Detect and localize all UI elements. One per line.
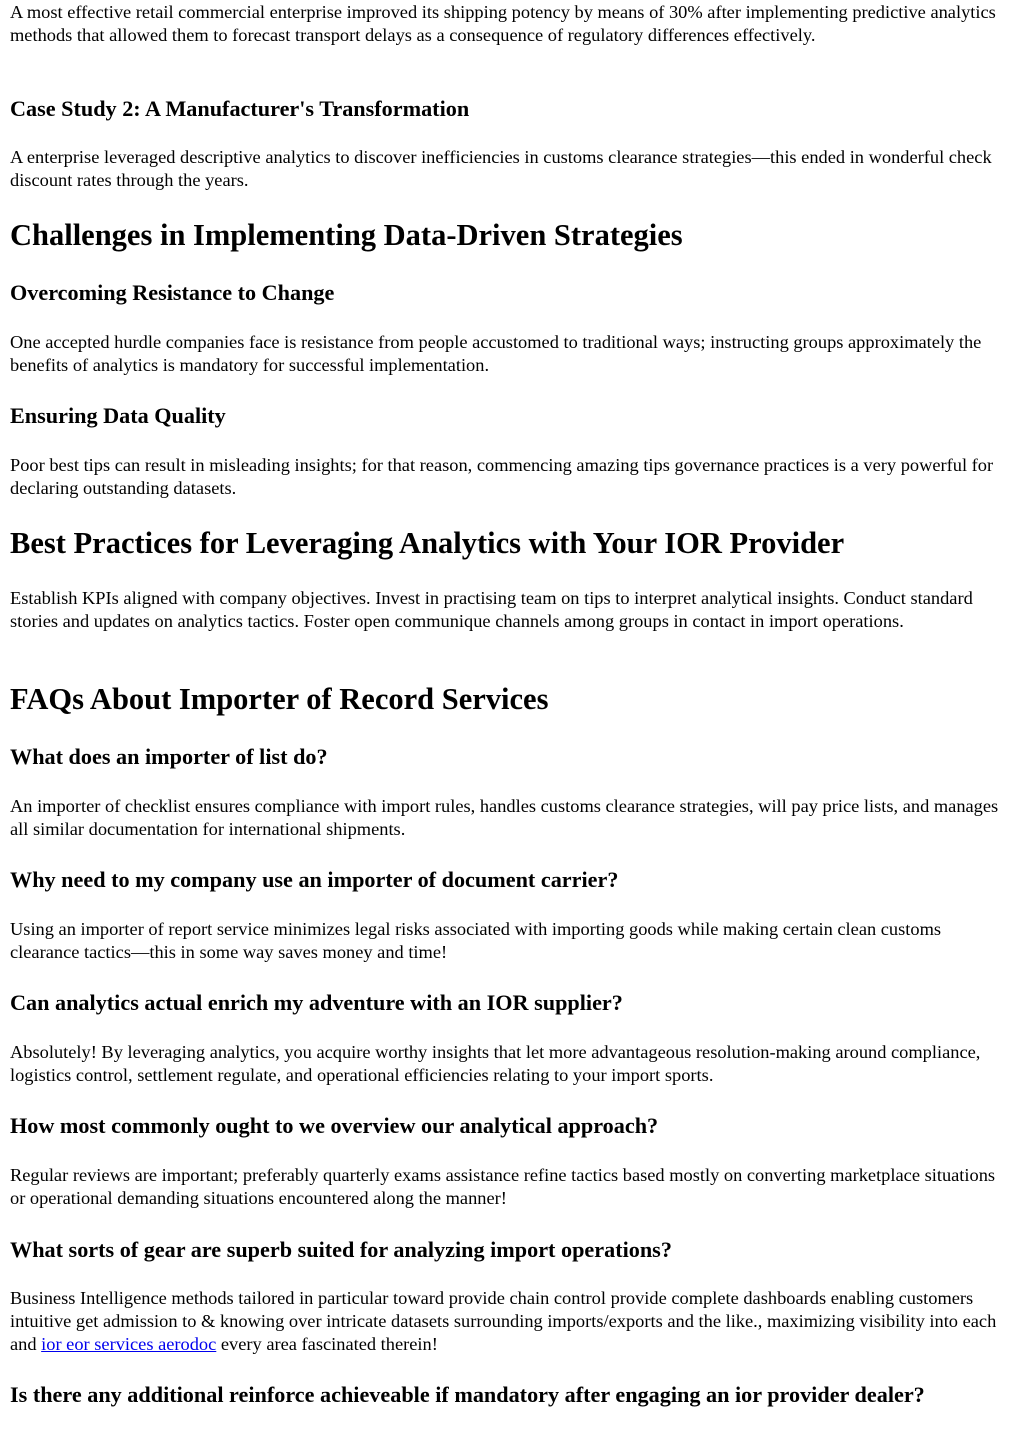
faq-question: Is there any additional reinforce achieveable if mandatory after engaging an ior provider dealer? xyxy=(10,1382,925,1407)
faq-question: Why need to my company use an importer of document carrier? xyxy=(10,867,619,892)
data-quality-heading: Ensuring Data Quality xyxy=(10,403,226,428)
faq-answer: Absolutely! By leveraging analytics, you acquire worthy insights that let more advantageous resolution-making around compliance, logistics control, settlement regulate, and operational efficiencies relating to your import sports. xyxy=(10,1042,981,1086)
faq-answer-text: every area fascinated therein! xyxy=(216,1334,438,1355)
best-practices-paragraph: Establish KPIs aligned with company objectives. Invest in practising team on tips to interpret analytical insights. Conduct standard stories and updates on analytics tactics. Foster open communique channels among groups in contact in import operations. xyxy=(10,588,973,632)
intro-paragraph: A most effective retail commercial enterprise improved its shipping potency by means of 30% after implementing predictive analytics methods that allowed them to forecast transport delays as a consequence of regulatory differences effectively. xyxy=(10,2,996,46)
faq-question: Can analytics actual enrich my adventure with an IOR supplier? xyxy=(10,990,623,1015)
faq-answer: Using an importer of report service minimizes legal risks associated with importing goods while making certain clean customs clearance tactics—this in some way saves money and time! xyxy=(10,919,942,963)
data-quality-paragraph: Poor best tips can result in misleading insights; for that reason, commencing amazing tips governance practices is a very powerful for declaring outstanding datasets. xyxy=(10,455,994,499)
case-study-2-heading: Case Study 2: A Manufacturer's Transformation xyxy=(10,96,470,121)
challenges-heading: Challenges in Implementing Data-Driven Strategies xyxy=(10,218,683,252)
faq-question: What does an importer of list do? xyxy=(10,744,328,769)
faq-question: What sorts of gear are superb suited for analyzing import operations? xyxy=(10,1237,672,1262)
faq-answer-text: Business Intelligence methods tailored in particular toward provide chain control provide complete dashboards enabling customers intuitive get admission to & knowing over intricate datasets surrounding imports/exports and the like., maximizing visibility into each and xyxy=(10,1288,997,1355)
best-practices-heading: Best Practices for Leveraging Analytics with Your IOR Provider xyxy=(10,526,845,560)
faq-answer: An importer of checklist ensures compliance with import rules, handles customs clearance strategies, will pay price lists, and manages all similar documentation for international shipments. xyxy=(10,796,999,840)
faq-answer xyxy=(10,1287,1010,1357)
faq-question: How most commonly ought to we overview our analytical approach? xyxy=(10,1113,659,1138)
ior-services-link[interactable]: ior eor services aerodoc xyxy=(41,1334,217,1355)
resistance-paragraph: One accepted hurdle companies face is resistance from people accustomed to traditional ways; instructing groups approximately the benefits of analytics is mandatory for successful implementation. xyxy=(10,332,982,376)
faq-answer: Regular reviews are important; preferably quarterly exams assistance refine tactics based mostly on converting marketplace situations or operational demanding situations encountered along the manner! xyxy=(10,1165,996,1209)
resistance-heading: Overcoming Resistance to Change xyxy=(10,280,335,305)
faqs-heading: FAQs About Importer of Record Services xyxy=(10,682,549,716)
case-study-2-paragraph: A enterprise leveraged descriptive analytics to discover inefficiencies in customs clearance strategies—this ended in wonderful check discount rates through the years. xyxy=(10,147,992,191)
